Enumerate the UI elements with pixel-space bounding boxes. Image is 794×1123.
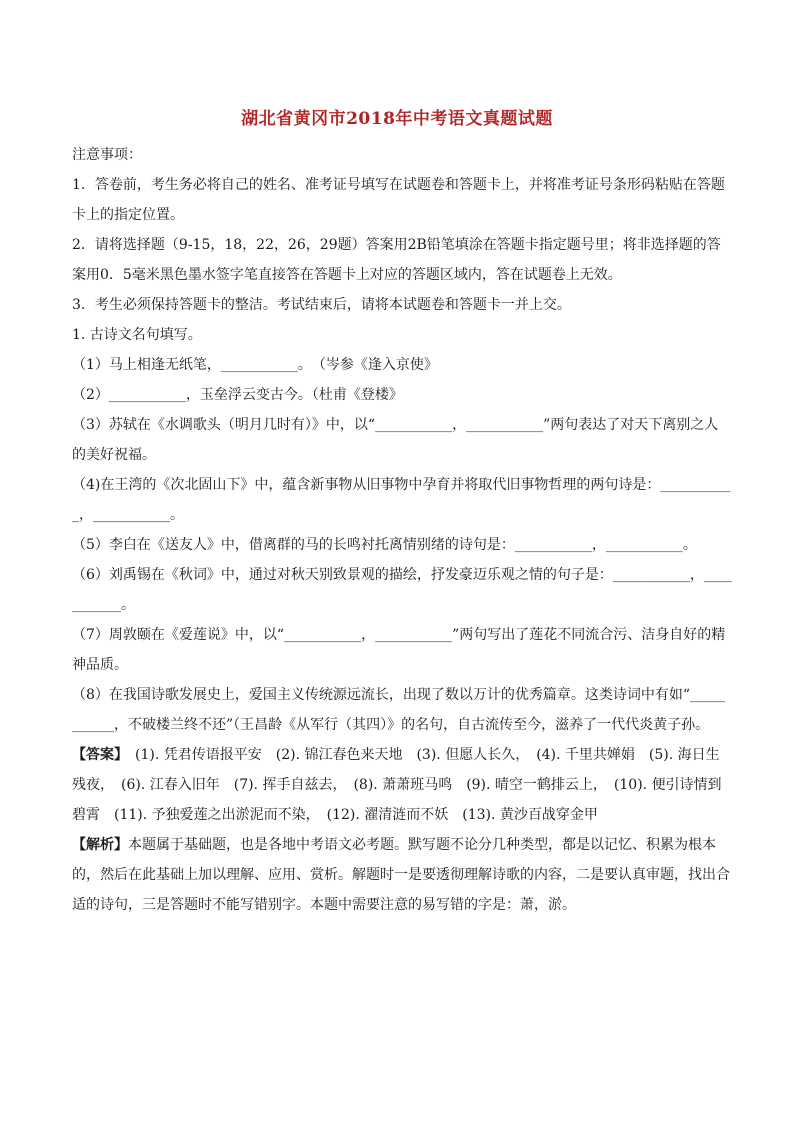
analysis-text: 本题属于基础题，也是各地中考语文必考题。默写题不论分几种类型，都是以记忆、积累为根本的，然后在此基础上加以理解、应用、赏析。解题时一是要透彻理解诗歌的内容，二是要认真审题，找出合适的诗句，三是答题时不能写错别字。本题中需要注意的易写错的字是：萧，淤。 [72,837,730,913]
question-item-2: （2）___________，玉垒浮云变古今。（杜甫《登楼》 [72,387,403,403]
notes-heading: 注意事项： [72,147,142,163]
note-2: 2．请将选择题（9-15，18，22，26，29题）答案用2B铅笔填涂在答题卡指定题号里；将非选择题的答案用0．5毫米黑色墨水签字笔直接答在答题卡上对应的答题区域内，答在试题卷上无效。 [72,237,721,283]
answer-text: (1). 凭君传语报平安 (2). 锦江春色来天地 (3). 但愿人长久， (4). 千里共婵娟 (5). 海日生残夜， (6). 江春入旧年 (7). 挥手自兹去， (8). 萧萧班马鸣 (9). 晴空一鹤排云上， (10). 便引诗情到碧霄 (11). 予独爱莲之出淤泥而不染， (12). 濯清涟而不妖 (13). 黄沙百战穿金甲 [72,747,722,823]
analysis-label: 【解析】 [72,837,128,853]
question-item-8: （8）在我国诗歌发展史上，爱国主义传统源远流长，出现了数以万计的优秀篇章。这类诗词中有如“___________，不破楼兰终不还”（王昌龄《从军行（其四）》的名句，自古流传至今，滋养了一代代炎黄子孙。 [72,687,726,733]
question-item-6: （6）刘禹锡在《秋词》中，通过对秋天别致景观的描绘，抒发豪迈乐观之情的句子是：___________，___________。 [72,567,732,613]
question-heading: 1. 古诗文名句填写。 [72,327,202,343]
question-item-1: （1）马上相逢无纸笔，___________。 （岑参《逢入京使》 [72,357,438,373]
document-title: 湖北省黄冈市2018年中考语文真题试题 [241,109,553,129]
document-body [72,140,732,920]
answer-block [72,740,732,830]
analysis-block [72,830,732,920]
answer-label: 【答案】 [72,747,121,763]
note-1: 1．答卷前，考生务必将自己的姓名、准考证号填写在试题卷和答题卡上，并将准考证号条形码粘贴在答题卡上的指定位置。 [72,177,725,223]
note-3: 3．考生必须保持答题卡的整洁。考试结束后，请将本试题卷和答题卡一并上交。 [72,297,571,313]
question-item-5: （5）李白在《送友人》中，借离群的马的长鸣衬托离情别绪的诗句是：___________，___________。 [72,537,697,553]
question-item-3: （3）苏轼在《水调歌头（明月几时有）》中，以“___________，___________”两句表达了对天下离别之人的美好祝福。 [72,417,719,463]
question-item-7: （7）周敦颐在《爱莲说》中，以“___________，___________”两句写出了莲花不同流合污、洁身自好的精神品质。 [72,627,726,673]
question-item-4: （4)在王湾的《次北固山下》中，蕴含新事物从旧事物中孕育并将取代旧事物哲理的两句诗是：___________，___________。 [72,477,731,523]
